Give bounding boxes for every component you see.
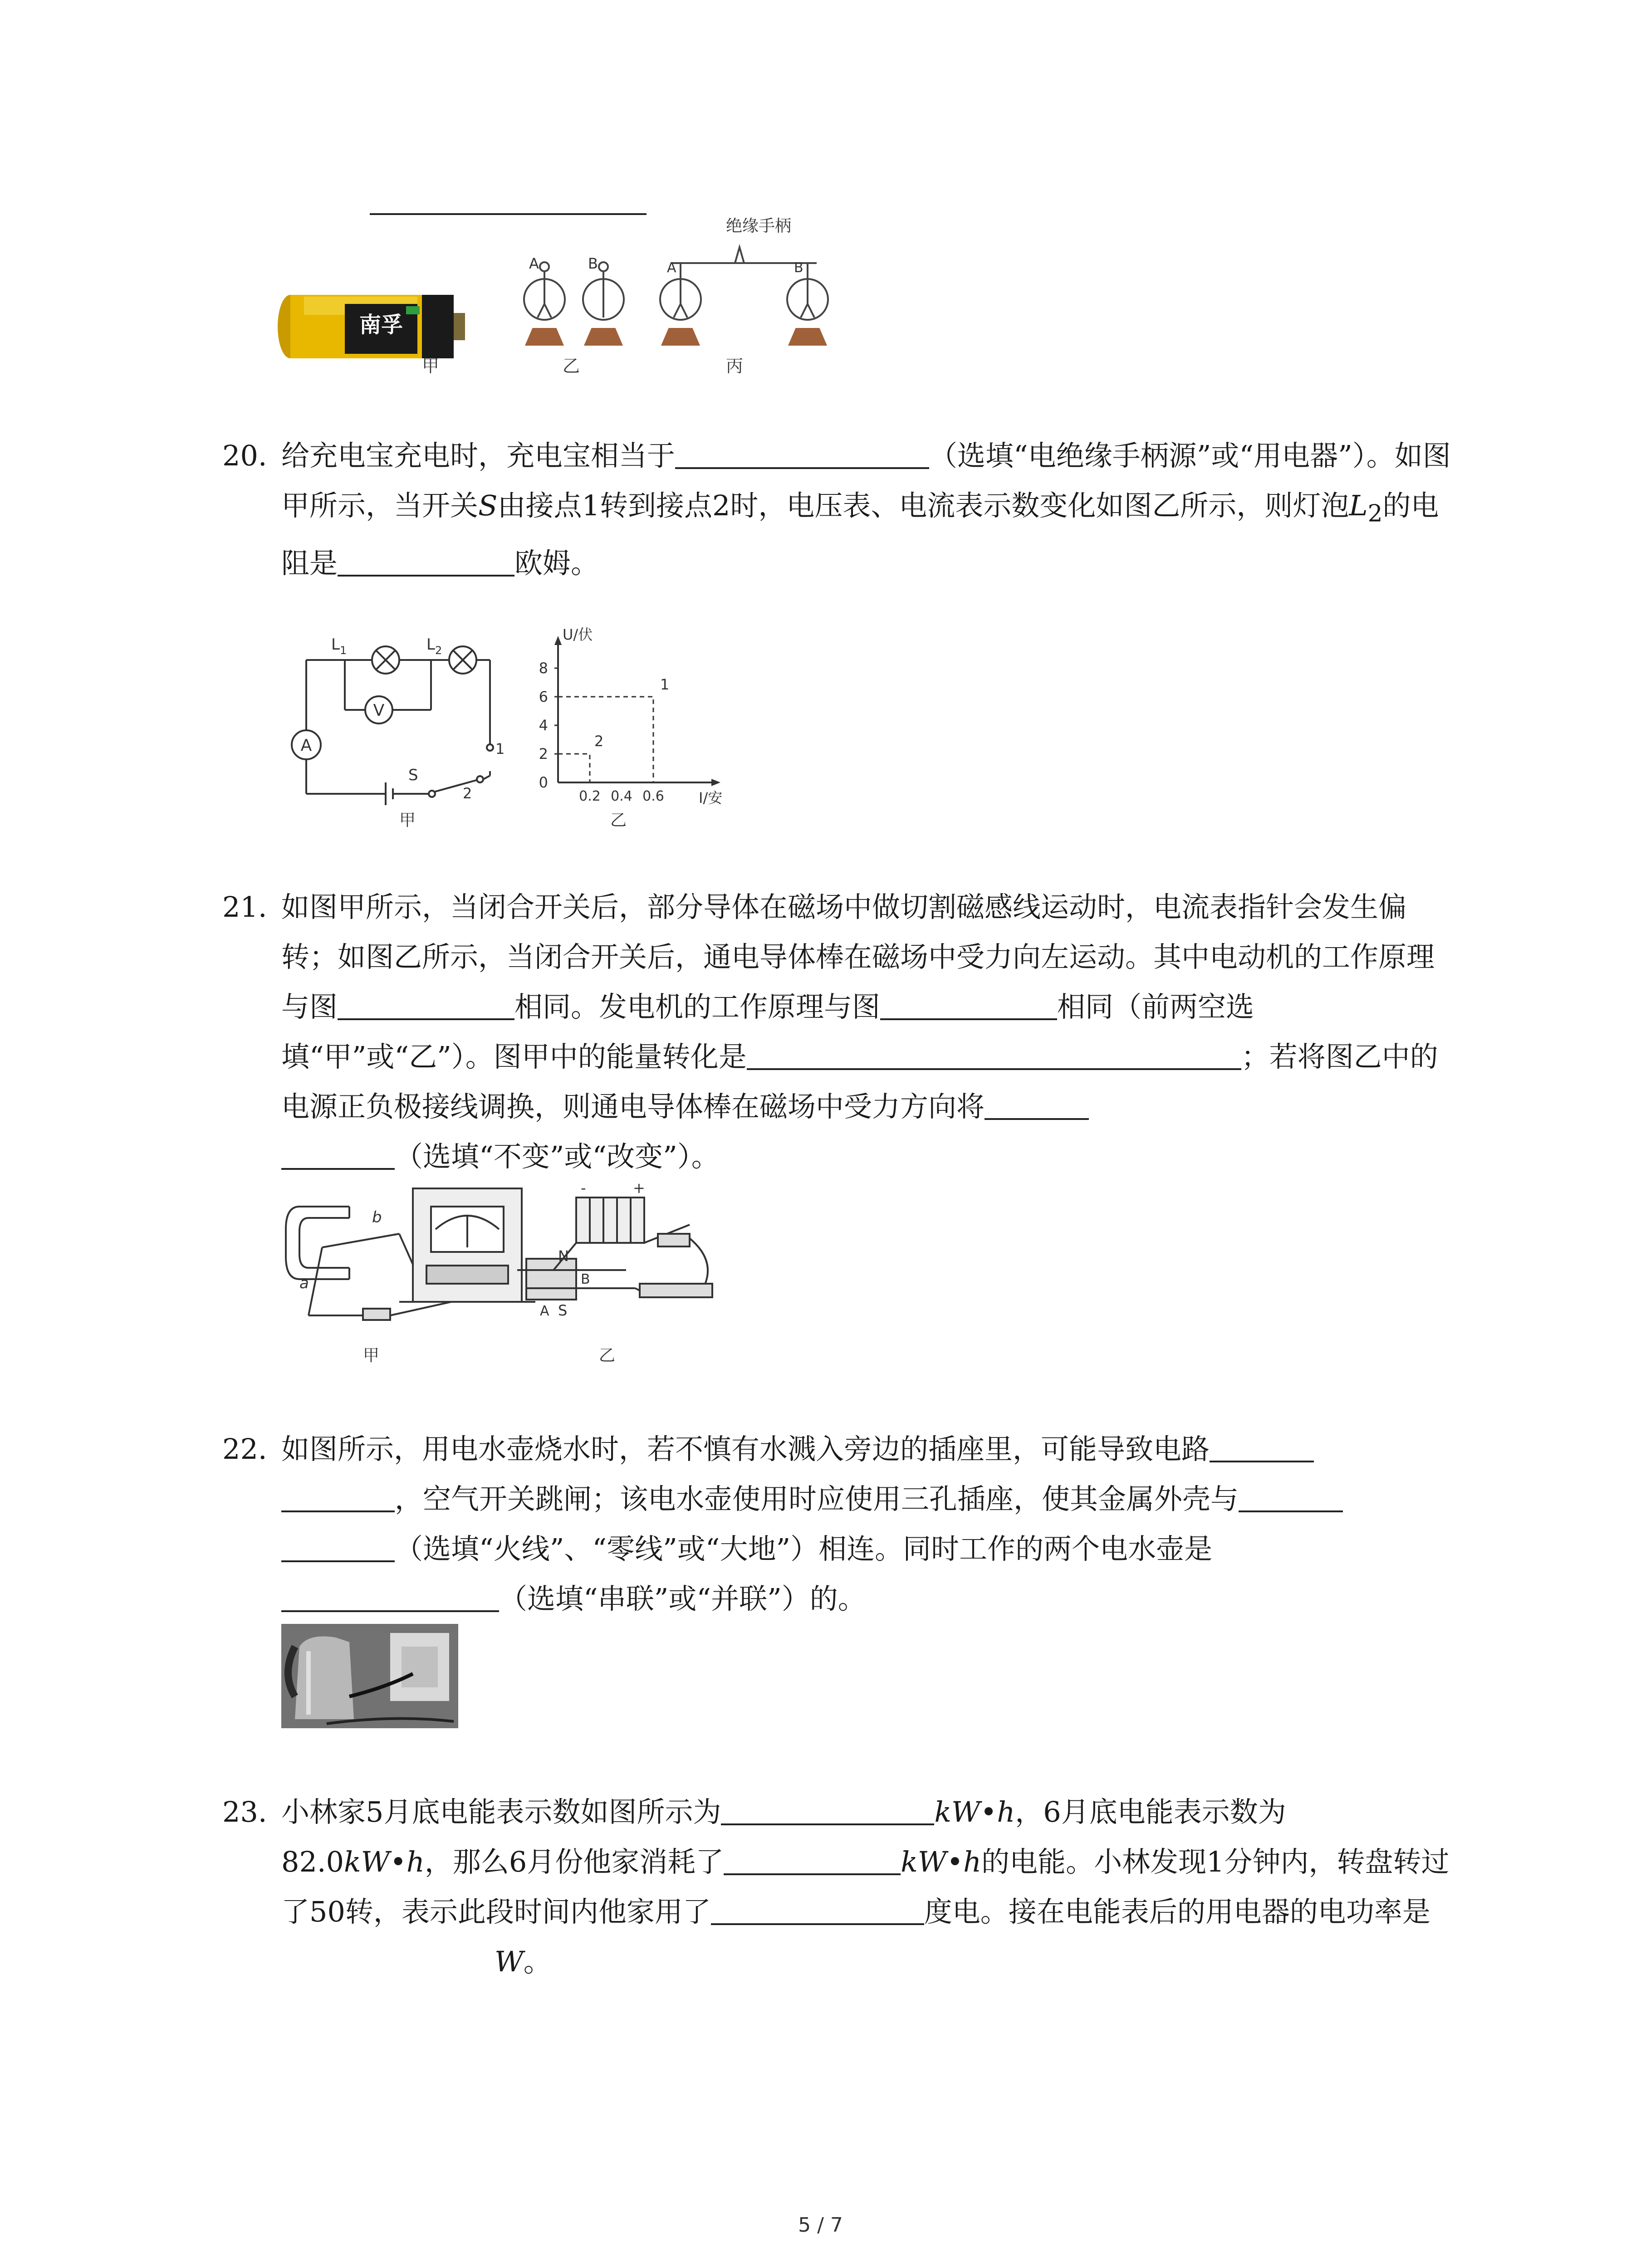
y-tick-0: 0 xyxy=(539,774,548,791)
fig-label-jia: 甲 xyxy=(422,356,440,376)
question-number: 21. xyxy=(222,890,267,924)
answer-blank-2[interactable] xyxy=(1239,1483,1343,1512)
answer-blank-1[interactable] xyxy=(1210,1433,1314,1462)
fig-label-bing: 丙 xyxy=(726,356,744,376)
answer-blank-2[interactable] xyxy=(880,991,1057,1020)
q20-text-1: 给充电宝充电时，充电宝相当于 xyxy=(281,439,676,472)
lamp-l1-label: L xyxy=(331,635,340,654)
label-rail-b: B xyxy=(581,1271,590,1287)
electroscope-label-b-bing: B xyxy=(794,260,803,276)
answer-blank-4-cont[interactable] xyxy=(281,1141,395,1170)
kettle-photo xyxy=(281,1624,458,1728)
q23-unit-1: kW•h xyxy=(934,1795,1015,1828)
lamp-l2-sub: 2 xyxy=(435,644,442,657)
question-number: 23. xyxy=(222,1795,267,1828)
answer-blank-4[interactable] xyxy=(985,1091,1089,1120)
q21-text-3: 相同（前两空选填“甲”或“乙”）。图甲中的能量转化是 xyxy=(281,990,1254,1073)
q21-text-1: 如图甲所示，当闭合开关后，部分导体在磁场中做切割磁感线运动时，电流表指针会发生偏转；如图乙所示，当闭合开关后，通电导体棒在磁场中受力向左运动。其中电动机的工作原理与图 xyxy=(281,890,1435,1023)
q20-var-s: S xyxy=(478,489,498,522)
q21-figure xyxy=(281,1179,726,1374)
label-rail-a: A xyxy=(540,1303,549,1319)
x-tick-0-4: 0.4 xyxy=(611,788,632,804)
q23-text-6: 。 xyxy=(523,1945,552,1978)
point-2-label: 2 xyxy=(594,733,604,750)
q23-text-2: ，6月底电能表示数为 xyxy=(1015,1795,1286,1828)
answer-blank-1[interactable] xyxy=(721,1796,934,1825)
q22-text-4: （选填“串联”或“并联”）的。 xyxy=(499,1582,866,1615)
caption-yi: 乙 xyxy=(599,1346,616,1365)
caption-yi: 乙 xyxy=(610,811,627,830)
voltmeter-symbol: V xyxy=(373,701,385,720)
electroscope-label-a: A xyxy=(529,255,539,272)
fig-label-yi: 乙 xyxy=(563,356,580,376)
dashed-guides xyxy=(558,697,653,782)
y-tick-6: 6 xyxy=(539,688,548,705)
answer-blank-1-cont[interactable] xyxy=(281,1483,395,1512)
battery-plus: + xyxy=(633,1179,645,1197)
q23-text-4: 的电能。小林发现1分钟内，转盘转过了50转，表示此段时间内他家用了 xyxy=(281,1845,1450,1928)
y-axis-label: U/伏 xyxy=(563,626,593,643)
q21-text-2: 相同。发电机的工作原理与图 xyxy=(514,990,881,1023)
svg-text:L1 xyxy=(331,635,347,657)
answer-blank-3[interactable] xyxy=(711,1896,924,1925)
q23-unit-3: kW•h xyxy=(901,1845,982,1878)
answer-blank-3[interactable] xyxy=(281,1583,499,1612)
answer-blank-2-cont[interactable] xyxy=(281,1533,395,1562)
label-a: a xyxy=(299,1274,309,1292)
insulating-handle-label: 绝缘手柄 xyxy=(726,217,792,235)
q20-text-2: （选填“电绝缘手柄源”或“用电器”）。如图甲所示，当开关 xyxy=(281,439,1451,522)
question-number: 22. xyxy=(222,1432,267,1466)
answer-blank-3[interactable] xyxy=(747,1041,1241,1070)
u-i-graph xyxy=(554,636,720,786)
answer-blank-2[interactable] xyxy=(338,547,514,577)
contact-1-label: 1 xyxy=(495,740,505,758)
question-22 xyxy=(222,1424,1456,1624)
q19-figure xyxy=(272,213,844,376)
q20-text-3: 由接点1转到接点2时，电压表、电流表示数变化如图乙所示，则灯泡 xyxy=(497,489,1349,522)
y-tick-8: 8 xyxy=(539,660,548,677)
answer-blank-1[interactable] xyxy=(675,440,929,469)
battery-brand-text: 南孚 xyxy=(359,312,403,337)
q22-text-1: 如图所示，用电水壶烧水时，若不慎有水溅入旁边的插座里，可能导致电路 xyxy=(281,1432,1210,1466)
page-number: 5 / 7 xyxy=(798,2214,843,2237)
caption-jia: 甲 xyxy=(399,811,416,830)
question-23 xyxy=(222,1787,1456,1987)
electroscope-label-a-bing: A xyxy=(667,260,676,276)
q20-var-l-sub: 2 xyxy=(1367,500,1383,528)
y-tick-4: 4 xyxy=(539,717,548,734)
q23-reading: 82.0 xyxy=(281,1845,344,1878)
circuit-diagram xyxy=(292,646,493,805)
x-axis-label: I/安 xyxy=(699,789,723,807)
lamp-l1-sub: 1 xyxy=(339,644,347,657)
label-s-pole: S xyxy=(558,1302,568,1319)
answer-blank-2[interactable] xyxy=(724,1846,901,1875)
q23-unit-watt: W xyxy=(495,1945,524,1978)
q23-text-5: 度电。接在电能表后的用电器的电功率是 xyxy=(924,1895,1430,1928)
q23-text-3: ，那么6月份他家消耗了 xyxy=(424,1845,724,1878)
x-tick-0-2: 0.2 xyxy=(579,788,601,804)
answer-blank-1[interactable] xyxy=(338,991,514,1020)
q20-text-5: 欧姆。 xyxy=(514,547,599,580)
ammeter-symbol: A xyxy=(300,736,312,755)
motor-setup xyxy=(517,1198,712,1300)
q21-text-4: ；若将图乙中的电源正负极接线调换，则通电导体棒在磁场中受力方向将 xyxy=(281,1040,1438,1123)
contact-2-label: 2 xyxy=(463,785,472,802)
q23-unit-2: kW•h xyxy=(344,1845,425,1878)
q23-text-1: 小林家5月底电能表示数如图所示为 xyxy=(281,1795,721,1828)
point-1-label: 1 xyxy=(660,676,670,693)
battery-minus: - xyxy=(581,1179,586,1197)
label-b: b xyxy=(372,1208,382,1227)
caption-jia: 甲 xyxy=(363,1346,380,1365)
y-tick-2: 2 xyxy=(539,745,548,763)
lamp-l2-label: L xyxy=(426,635,435,654)
switch-label: S xyxy=(408,766,418,784)
q22-text-2: ，空气开关跳闸；该电水壶使用时应使用三孔插座，使其金属外壳与 xyxy=(395,1482,1239,1515)
question-number: 20. xyxy=(222,439,267,472)
q21-text-5: （选填“不变”或“改变”）。 xyxy=(395,1140,720,1173)
q20-text-4: 的电阻是 xyxy=(281,489,1439,580)
electroscope-pair-yi xyxy=(524,262,624,345)
svg-text:L2 xyxy=(426,635,442,657)
question-21 xyxy=(222,882,1456,1182)
x-tick-0-6: 0.6 xyxy=(642,788,664,804)
label-n-pole: N xyxy=(558,1247,569,1265)
generator-setup xyxy=(286,1188,535,1320)
electroscope-label-b: B xyxy=(588,255,598,272)
battery-image xyxy=(278,295,465,358)
question-20 xyxy=(222,431,1456,588)
q22-text-3: （选填“火线”、“零线”或“大地”）相连。同时工作的两个电水壶是 xyxy=(395,1532,1213,1565)
q20-var-l: L xyxy=(1349,489,1368,522)
q20-figure xyxy=(277,626,740,835)
